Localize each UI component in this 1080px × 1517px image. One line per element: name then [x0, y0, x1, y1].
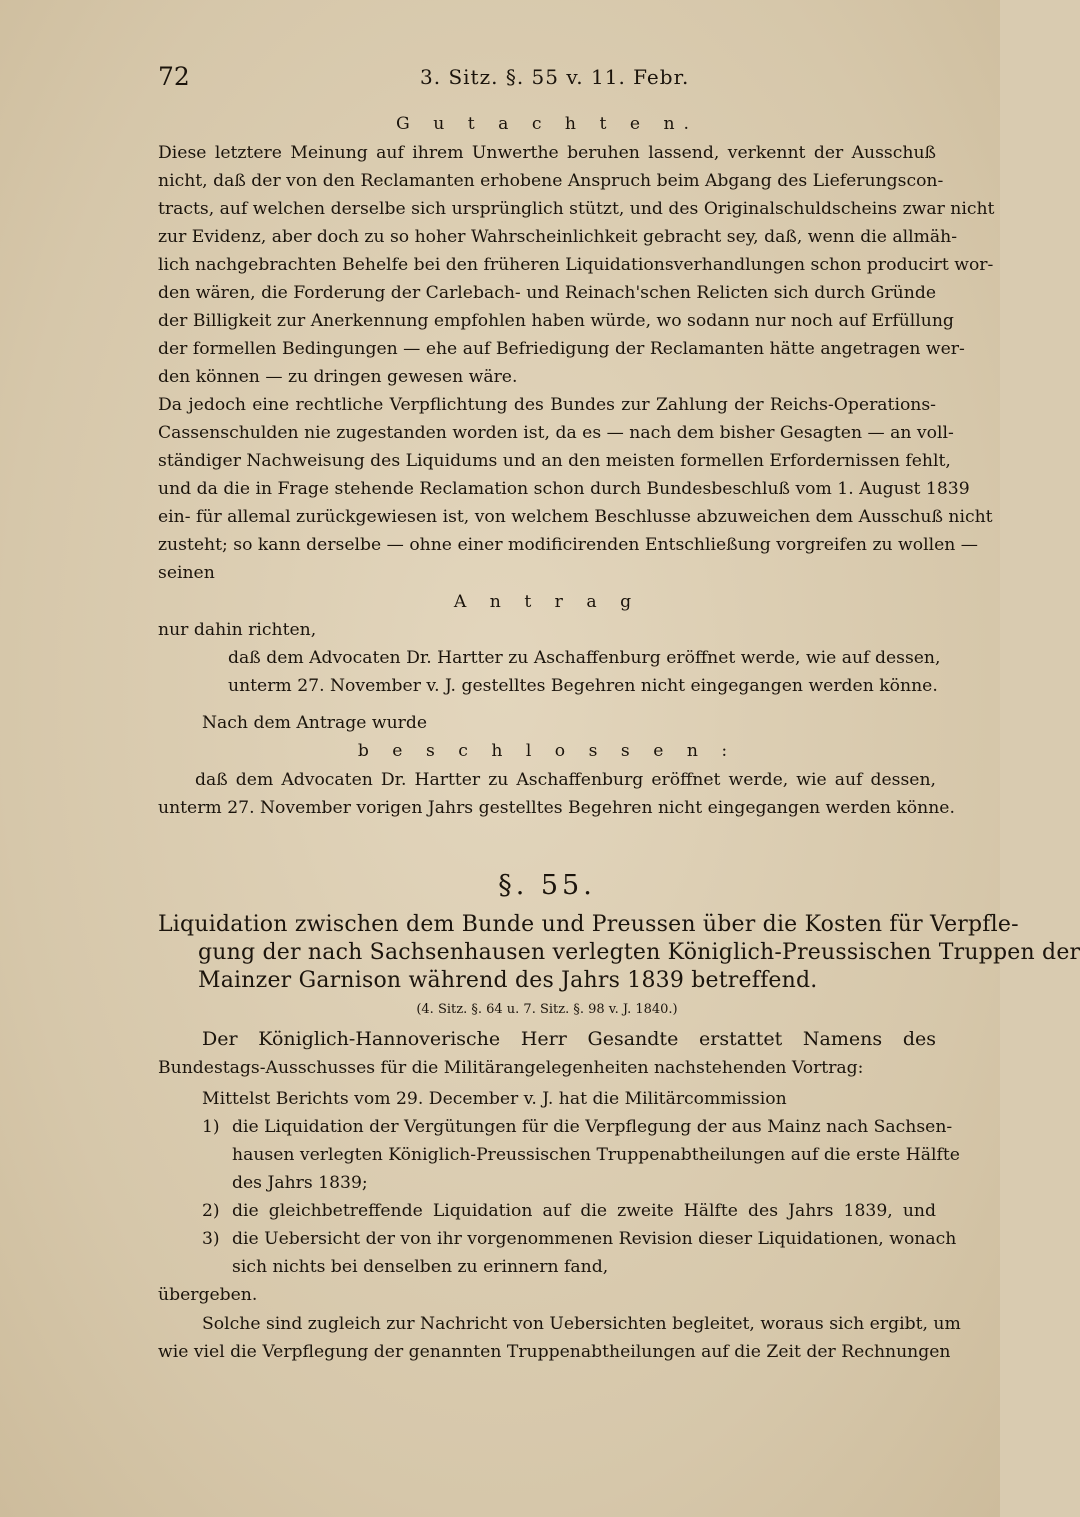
paragraph-line: und da die in Frage stehende Reclamation schon durch Bundesbeschluß vom 1. August 1839 — [158, 479, 970, 499]
list-number: 3) — [202, 1229, 220, 1249]
paragraph-line: seinen — [158, 563, 215, 583]
uebergeben-line: übergeben. — [158, 1285, 258, 1305]
antrag-heading: A n t r a g — [453, 592, 641, 612]
section-subject-line: Liquidation zwischen dem Bunde und Preussen über die Kosten für Verpfle- — [158, 912, 1019, 937]
section-intro: Der Königlich-Hannoverische Herr Gesandte erstattet Namens des — [202, 1028, 936, 1050]
antrag-line: daß dem Advocaten Dr. Hartter zu Aschaffenburg eröffnet werde, wie auf dessen, — [228, 648, 941, 668]
beschlossen-heading: b e s c h l o s s e n : — [357, 741, 737, 761]
list-number: 1) — [202, 1117, 220, 1137]
paragraph-line: Diese letztere Meinung auf ihrem Unwerthe beruhen lassend, verkennt der Ausschuß — [158, 143, 936, 163]
paragraph-line: der formellen Bedingungen — ehe auf Befriedigung der Reclamanten hätte angetragen wer- — [158, 339, 965, 359]
antrag-intro: nur dahin richten, — [158, 620, 317, 640]
paragraph-line: den wären, die Forderung der Carlebach- und Reinach'schen Relicten sich durch Gründe — [158, 283, 936, 303]
nach-dem-antrage: Nach dem Antrage wurde — [202, 713, 428, 733]
paragraph-line: tracts, auf welchen derselbe sich ursprünglich stützt, und des Originalschuldscheins zwar nicht — [158, 199, 995, 219]
page-number: 72 — [158, 62, 190, 91]
beschluss-line: daß dem Advocaten Dr. Hartter zu Aschaffenburg eröffnet werde, wie auf dessen, — [195, 770, 936, 790]
page-header — [158, 62, 718, 98]
paragraph-line: lich nachgebrachten Behelfe bei den früheren Liquidationsverhandlungen schon producirt wor- — [158, 255, 994, 275]
paragraph-line: zusteht; so kann derselbe — ohne einer modificirenden Entschließung vorgreifen zu wollen — — [158, 535, 978, 555]
running-head: 3. Sitz. §. 55 v. 11. Febr. — [420, 65, 690, 89]
antrag-line: unterm 27. November v. J. gestelltes Begehren nicht eingegangen werden könne. — [228, 676, 938, 696]
paragraph-line: zur Evidenz, aber doch zu so hoher Wahrscheinlichkeit gebracht sey, daß, wenn die allmäh- — [158, 227, 958, 247]
list-item-line: hausen verlegten Königlich-Preussischen Truppenabtheilungen auf die erste Hälfte — [232, 1145, 960, 1165]
paragraph-line: Cassenschulden nie zugestanden worden ist, da es — nach dem bisher Gesagten — an voll- — [158, 423, 954, 443]
list-item-line: sich nichts bei denselben zu erinnern fand, — [232, 1257, 609, 1277]
section-subject-line: Mainzer Garnison während des Jahrs 1839 betreffend. — [198, 968, 818, 993]
paragraph-line: ein- für allemal zurückgewiesen ist, von welchem Beschlusse abzuweichen dem Ausschuß nicht — [158, 507, 993, 527]
section-intro-line: Bundestags-Ausschusses für die Militärangelegenheiten nachstehenden Vortrag: — [158, 1058, 864, 1078]
beschluss-line: unterm 27. November vorigen Jahrs gestelltes Begehren nicht eingegangen werden könne. — [158, 798, 955, 818]
paragraph-line: nicht, daß der von den Reclamanten erhobene Anspruch beim Abgang des Lieferungscon- — [158, 171, 944, 191]
list-item-line: des Jahrs 1839; — [232, 1173, 368, 1193]
section-reference: (4. Sitz. §. 64 u. 7. Sitz. §. 98 v. J. 1840.) — [416, 1002, 678, 1017]
list-number: 2) — [202, 1201, 220, 1221]
list-item-line: die gleichbetreffende Liquidation auf die zweite Hälfte des Jahrs 1839, und — [232, 1201, 936, 1221]
section-title: §. 55. — [498, 870, 596, 901]
paragraph-line: ständiger Nachweisung des Liquidums und an den meisten formellen Erfordernissen fehlt, — [158, 451, 951, 471]
mittelst-line: Mittelst Berichts vom 29. December v. J. hat die Militärcommission — [202, 1089, 787, 1109]
paragraph-line: Da jedoch eine rechtliche Verpflichtung des Bundes zur Zahlung der Reichs-Operations- — [158, 395, 936, 415]
section-subject-line: gung der nach Sachsenhausen verlegten Königlich-Preussischen Truppen der — [198, 940, 1080, 965]
gutachten-heading: G u t a c h t e n. — [396, 114, 698, 134]
paragraph-line: wie viel die Verpflegung der genannten Truppenabtheilungen auf die Zeit der Rechnungen — [158, 1342, 951, 1362]
list-item-line: die Liquidation der Vergütungen für die Verpflegung der aus Mainz nach Sachsen- — [232, 1117, 953, 1137]
paragraph-line: Solche sind zugleich zur Nachricht von Uebersichten begleitet, woraus sich ergibt, um — [202, 1314, 961, 1334]
list-item-line: die Uebersicht der von ihr vorgenommenen Revision dieser Liquidationen, wonach — [232, 1229, 957, 1249]
paragraph-line: den können — zu dringen gewesen wäre. — [158, 367, 518, 387]
paragraph-line: der Billigkeit zur Anerkennung empfohlen haben würde, wo sodann nur noch auf Erfüllung — [158, 311, 954, 331]
